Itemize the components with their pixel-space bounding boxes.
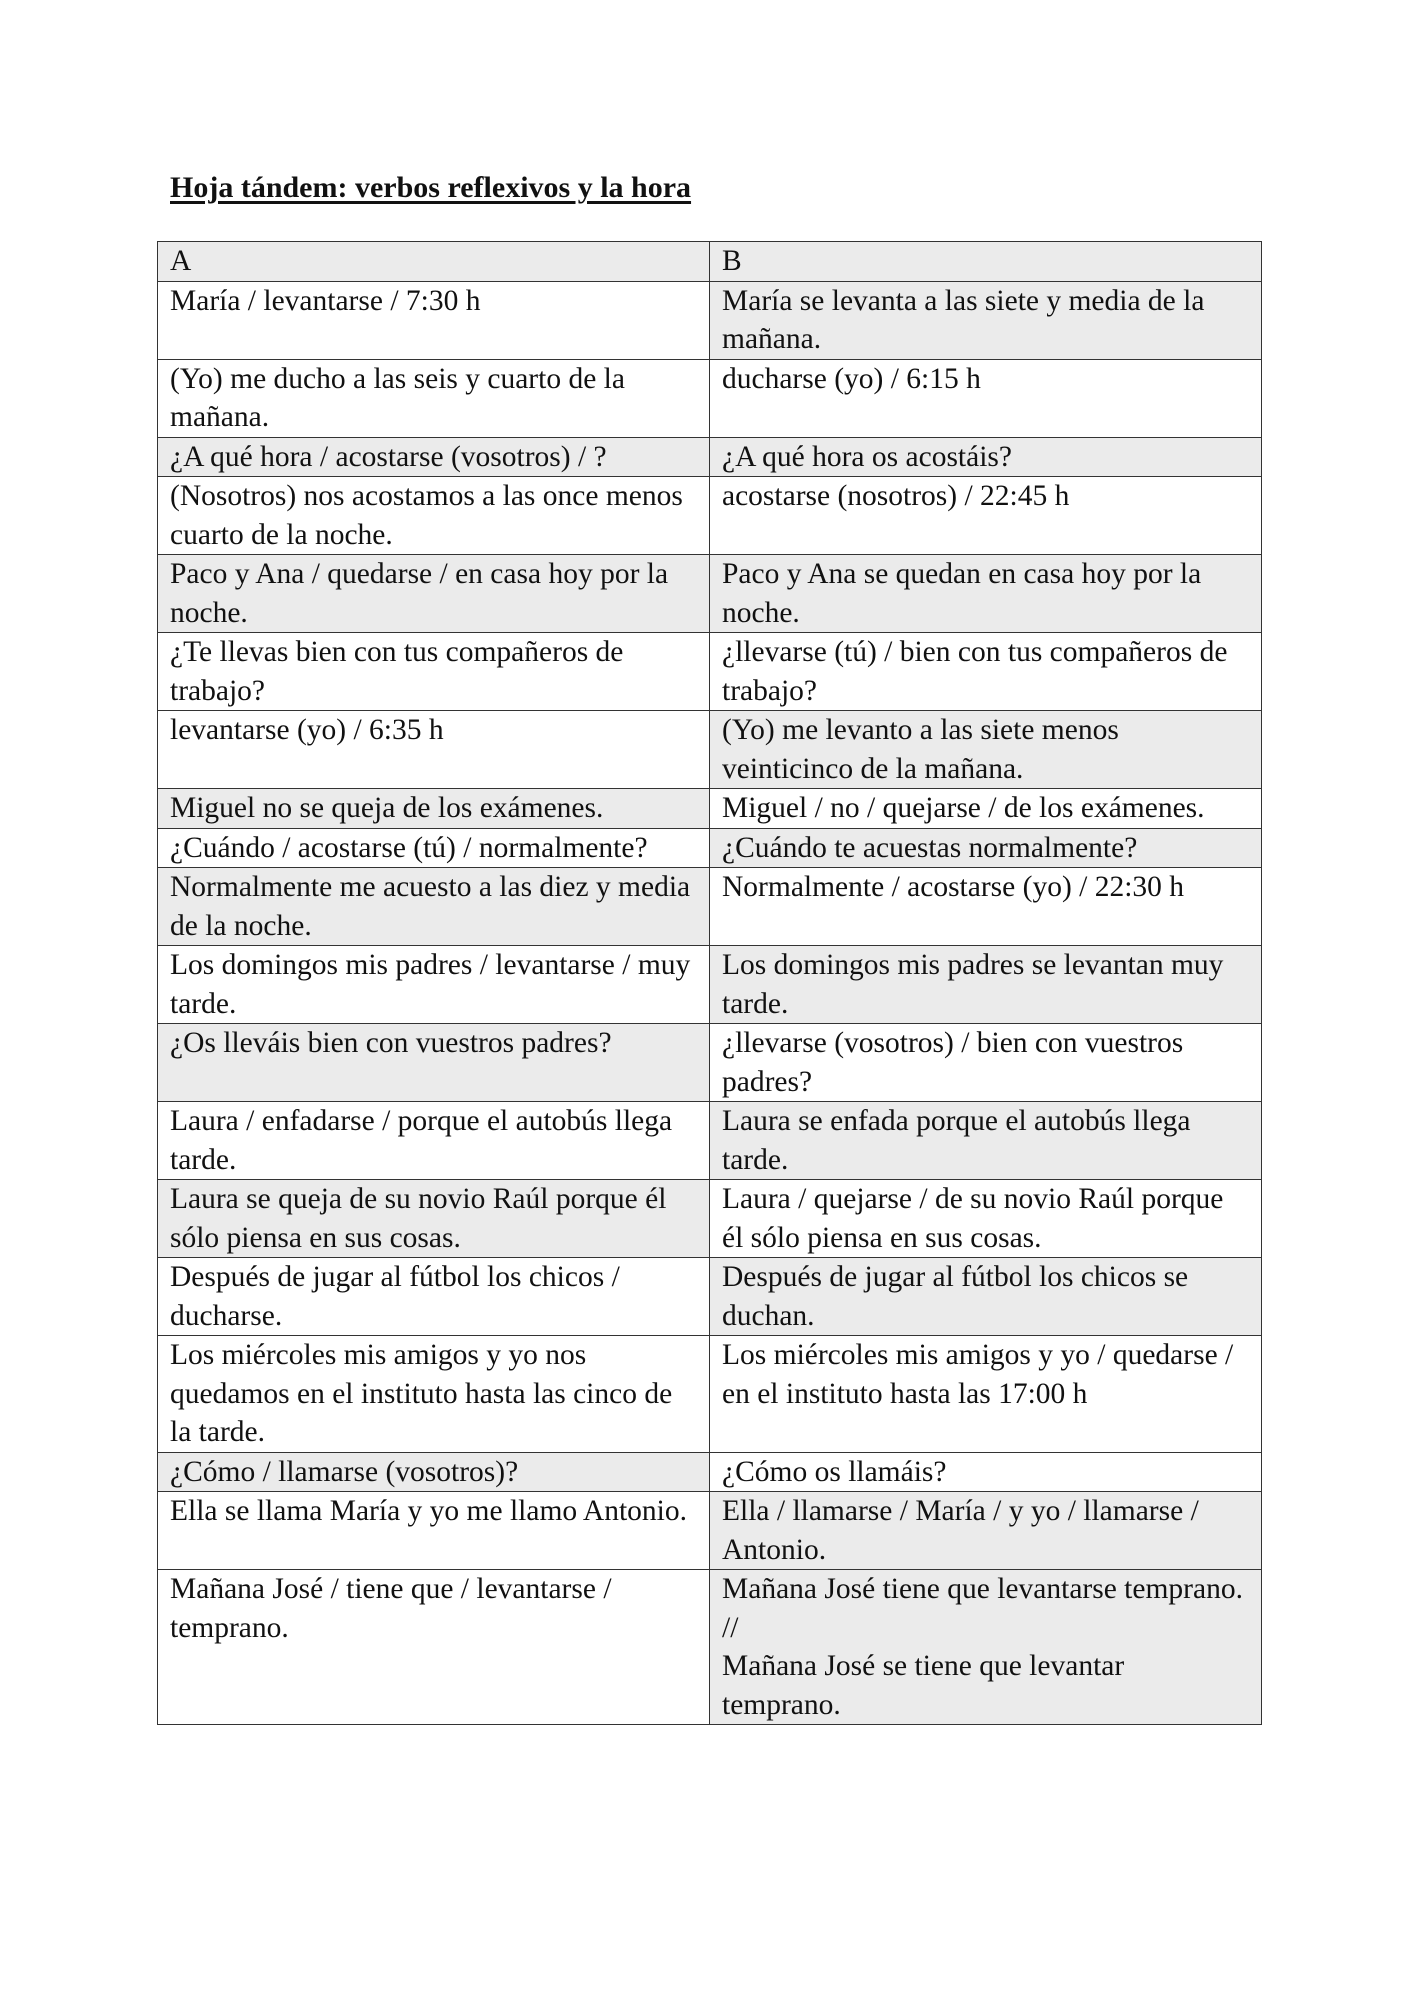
- cell-a: María / levantarse / 7:30 h: [158, 281, 710, 359]
- table-row: [158, 828, 1262, 868]
- cell-a: Miguel no se queja de los exámenes.: [158, 789, 710, 829]
- table-row: [158, 789, 1262, 829]
- cell-b: Laura / quejarse / de su novio Raúl porque él sólo piensa en sus cosas.: [710, 1180, 1262, 1258]
- table-row: [158, 1024, 1262, 1102]
- table-row: [158, 437, 1262, 477]
- cell-b: Paco y Ana se quedan en casa hoy por la noche.: [710, 555, 1262, 633]
- table-row: [158, 1336, 1262, 1453]
- cell-b: ¿Cuándo te acuestas normalmente?: [710, 828, 1262, 868]
- cell-a: Laura se queja de su novio Raúl porque él sólo piensa en sus cosas.: [158, 1180, 710, 1258]
- column-header-a: A: [158, 242, 710, 282]
- cell-b: Los miércoles mis amigos y yo / quedarse / en el instituto hasta las 17:00 h: [710, 1336, 1262, 1453]
- cell-b: ¿llevarse (tú) / bien con tus compañeros de trabajo?: [710, 633, 1262, 711]
- cell-b: ¿Cómo os llamáis?: [710, 1452, 1262, 1492]
- table-row: [158, 281, 1262, 359]
- cell-b: Normalmente / acostarse (yo) / 22:30 h: [710, 868, 1262, 946]
- cell-a: (Nosotros) nos acostamos a las once menos cuarto de la noche.: [158, 477, 710, 555]
- cell-a: Los domingos mis padres / levantarse / muy tarde.: [158, 946, 710, 1024]
- cell-b: Ella / llamarse / María / y yo / llamarse / Antonio.: [710, 1492, 1262, 1570]
- table-row: [158, 555, 1262, 633]
- cell-a: ¿Te llevas bien con tus compañeros de trabajo?: [158, 633, 710, 711]
- table-row: [158, 1258, 1262, 1336]
- cell-b: (Yo) me levanto a las siete menos veinticinco de la mañana.: [710, 711, 1262, 789]
- cell-b: María se levanta a las siete y media de la mañana.: [710, 281, 1262, 359]
- cell-a: Paco y Ana / quedarse / en casa hoy por la noche.: [158, 555, 710, 633]
- cell-a: Normalmente me acuesto a las diez y media de la noche.: [158, 868, 710, 946]
- cell-b: acostarse (nosotros) / 22:45 h: [710, 477, 1262, 555]
- cell-b: Miguel / no / quejarse / de los exámenes.: [710, 789, 1262, 829]
- cell-a: levantarse (yo) / 6:35 h: [158, 711, 710, 789]
- cell-b: ¿A qué hora os acostáis?: [710, 437, 1262, 477]
- cell-b: ¿llevarse (vosotros) / bien con vuestros padres?: [710, 1024, 1262, 1102]
- cell-a: ¿Cuándo / acostarse (tú) / normalmente?: [158, 828, 710, 868]
- table-header-row: [158, 242, 1262, 282]
- cell-a: Ella se llama María y yo me llamo Antonio.: [158, 1492, 710, 1570]
- table-row: [158, 477, 1262, 555]
- cell-a: (Yo) me ducho a las seis y cuarto de la mañana.: [158, 359, 710, 437]
- cell-a: ¿Os lleváis bien con vuestros padres?: [158, 1024, 710, 1102]
- cell-a: Los miércoles mis amigos y yo nos quedamos en el instituto hasta las cinco de la tarde.: [158, 1336, 710, 1453]
- cell-a: Mañana José / tiene que / levantarse / temprano.: [158, 1570, 710, 1725]
- table-row: [158, 868, 1262, 946]
- table-row: [158, 1570, 1262, 1725]
- table-row: [158, 633, 1262, 711]
- table-row: [158, 1452, 1262, 1492]
- column-header-b: B: [710, 242, 1262, 282]
- cell-b: ducharse (yo) / 6:15 h: [710, 359, 1262, 437]
- cell-a: ¿Cómo / llamarse (vosotros)?: [158, 1452, 710, 1492]
- table-row: [158, 711, 1262, 789]
- table-row: [158, 1102, 1262, 1180]
- cell-b: Los domingos mis padres se levantan muy tarde.: [710, 946, 1262, 1024]
- cell-b: Después de jugar al fútbol los chicos se duchan.: [710, 1258, 1262, 1336]
- table-row: [158, 946, 1262, 1024]
- table-row: [158, 1492, 1262, 1570]
- tandem-table: [157, 241, 1262, 1725]
- page-title: Hoja tándem: verbos reflexivos y la hora: [170, 171, 692, 204]
- cell-a: Después de jugar al fútbol los chicos / ducharse.: [158, 1258, 710, 1336]
- table-row: [158, 1180, 1262, 1258]
- cell-b: Mañana José tiene que levantarse temprano. // Mañana José se tiene que levantar temprano.: [710, 1570, 1262, 1725]
- cell-a: Laura / enfadarse / porque el autobús llega tarde.: [158, 1102, 710, 1180]
- table-row: [158, 359, 1262, 437]
- cell-a: ¿A qué hora / acostarse (vosotros) / ?: [158, 437, 710, 477]
- cell-b: Laura se enfada porque el autobús llega tarde.: [710, 1102, 1262, 1180]
